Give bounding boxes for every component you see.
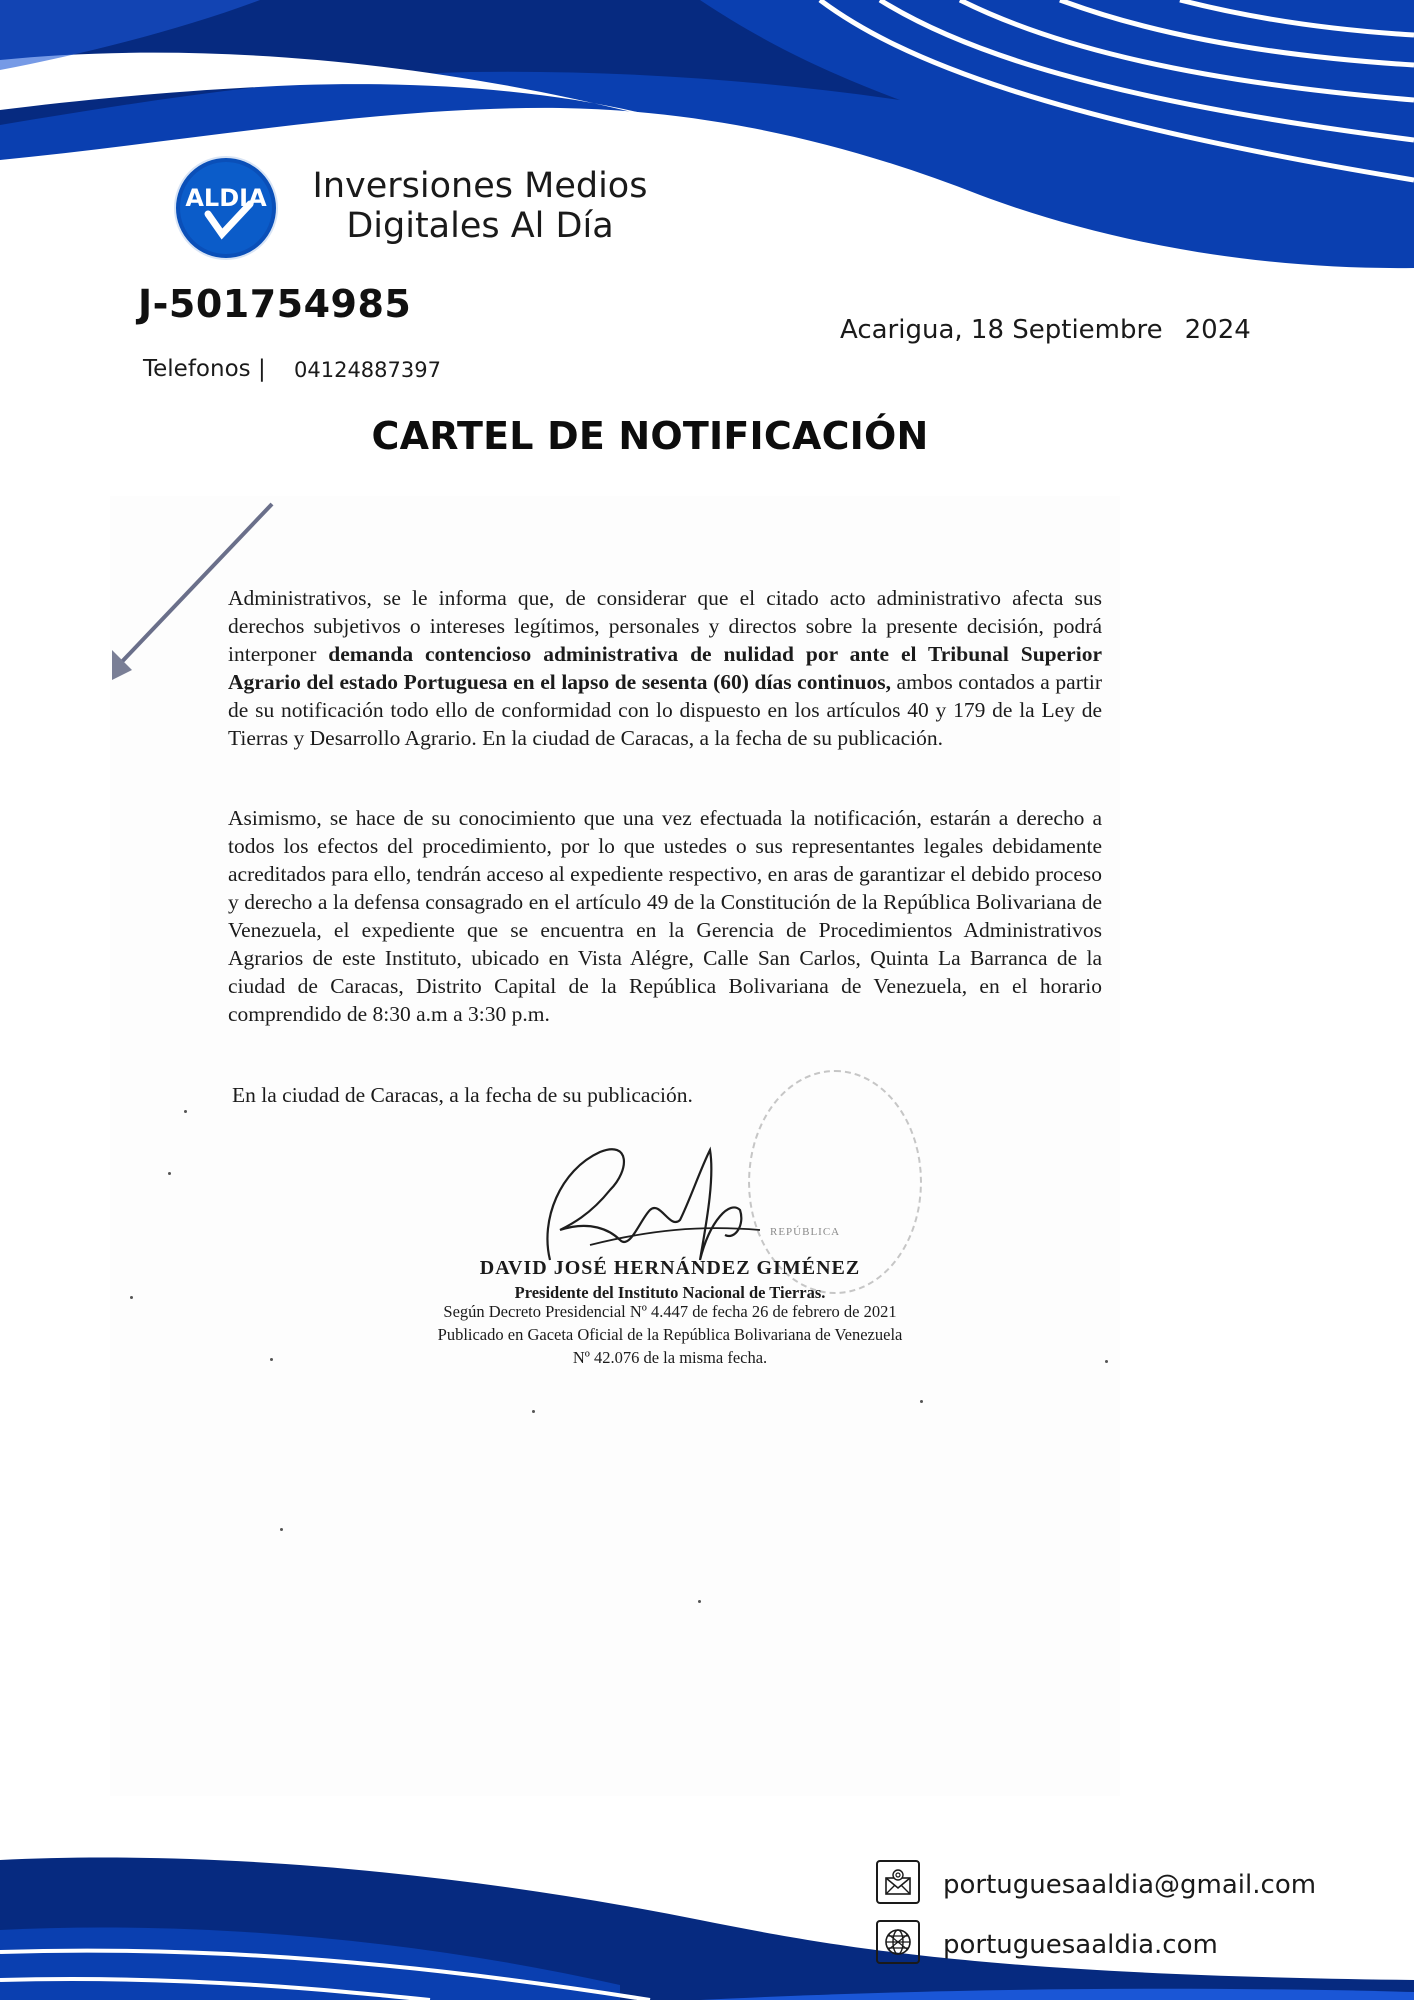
place-date: [840, 315, 1251, 345]
signatory-decree: Según Decreto Presidencial Nº 4.447 de fecha 26 de febrero de 2021: [443, 1302, 897, 1321]
paragraph-1: [228, 584, 1102, 752]
seal-text: REPÚBLICA: [770, 1226, 841, 1238]
footer-wave-decoration: [0, 1840, 1414, 2000]
scan-speck: [168, 1172, 171, 1175]
handwritten-signature: [530, 1130, 770, 1270]
signatory-gazette: Publicado en Gaceta Oficial de la República Bolivariana de Venezuela: [437, 1325, 903, 1344]
company-name-line1: Inversiones Medios: [312, 166, 648, 206]
website-link[interactable]: portuguesaaldia.com: [943, 1930, 1218, 1960]
email-icon: [876, 1860, 920, 1904]
company-name-line2: Digitales Al Día: [346, 206, 614, 246]
scan-speck: [1105, 1360, 1108, 1363]
phone-label: Telefonos |: [143, 356, 266, 382]
signatory-gazette-number: Nº 42.076 de la misma fecha.: [572, 1348, 768, 1367]
place-date-text: Acarigua, 18 Septiembre: [840, 315, 1163, 345]
place-date-year: 2024: [1184, 315, 1251, 345]
signatory-name: DAVID JOSÉ HERNÁNDEZ GIMÉNEZ: [479, 1257, 861, 1279]
globe-icon: [876, 1920, 920, 1964]
scan-speck: [270, 1358, 273, 1361]
phone-number: 04124887397: [294, 358, 441, 382]
scan-speck: [130, 1296, 133, 1299]
company-name: [300, 166, 660, 246]
paragraph-1-bold: demanda contencioso administrativa de nulidad por ante el Tribunal Superior Agrario del estado Portuguesa en el lapso de sesenta (60) días continuos,: [228, 642, 1102, 694]
email-link[interactable]: portuguesaaldia@gmail.com: [943, 1870, 1317, 1900]
paragraph-3: En la ciudad de Caracas, a la fecha de su publicación.: [232, 1083, 693, 1107]
paragraph-1-a: Administrativos, se le informa que, de considerar que el citado acto administrativo afecta sus derechos subjetivos o intereses legítimos, personales y directos sobre la presente decisión, podrá interponer: [228, 586, 1102, 666]
scan-speck: [698, 1600, 701, 1603]
paragraph-2: Asimismo, se hace de su conocimiento que una vez efectuada la notificación, estarán a derecho a todos los efectos del procedimiento, por lo que ustedes o sus representantes legales debidamente acreditados para ello, tendrán acceso al expediente respectivo, en aras de garantizar el debido proceso y derecho a la defensa consagrado en el artículo 49 de la Constitución de la República Bolivariana de Venezuela, el expediente que se encuentra en la Gerencia de Procedimientos Administrativos Agrarios de este Instituto, ubicado en Vista Alégre, Calle San Carlos, Quinta La Barranca de la ciudad de Caracas, Distrito Capital de la República Bolivariana de Venezuela, en el horario comprendido de 8:30 a.m a 3:30 p.m.: [228, 806, 1102, 1026]
scan-speck: [532, 1410, 535, 1413]
scan-speck: [184, 1110, 187, 1113]
scan-speck: [920, 1400, 923, 1403]
scan-speck: [280, 1528, 283, 1531]
signatory-role: Presidente del Instituto Nacional de Tierras.: [514, 1283, 826, 1302]
company-logo: [174, 156, 278, 260]
rif-number: J-501754985: [138, 282, 412, 326]
page-title: CARTEL DE NOTIFICACIÓN: [371, 414, 929, 458]
paragraph-1-c: ambos contados a partir de su notificación todo ello de conformidad con lo dispuesto en los artículos 40 y 179 de la Ley de Tierras y Desarrollo Agrario. En la ciudad de Caracas, a la fecha de su publicación.: [228, 670, 1102, 750]
logo-text: ALDIA: [185, 184, 267, 212]
